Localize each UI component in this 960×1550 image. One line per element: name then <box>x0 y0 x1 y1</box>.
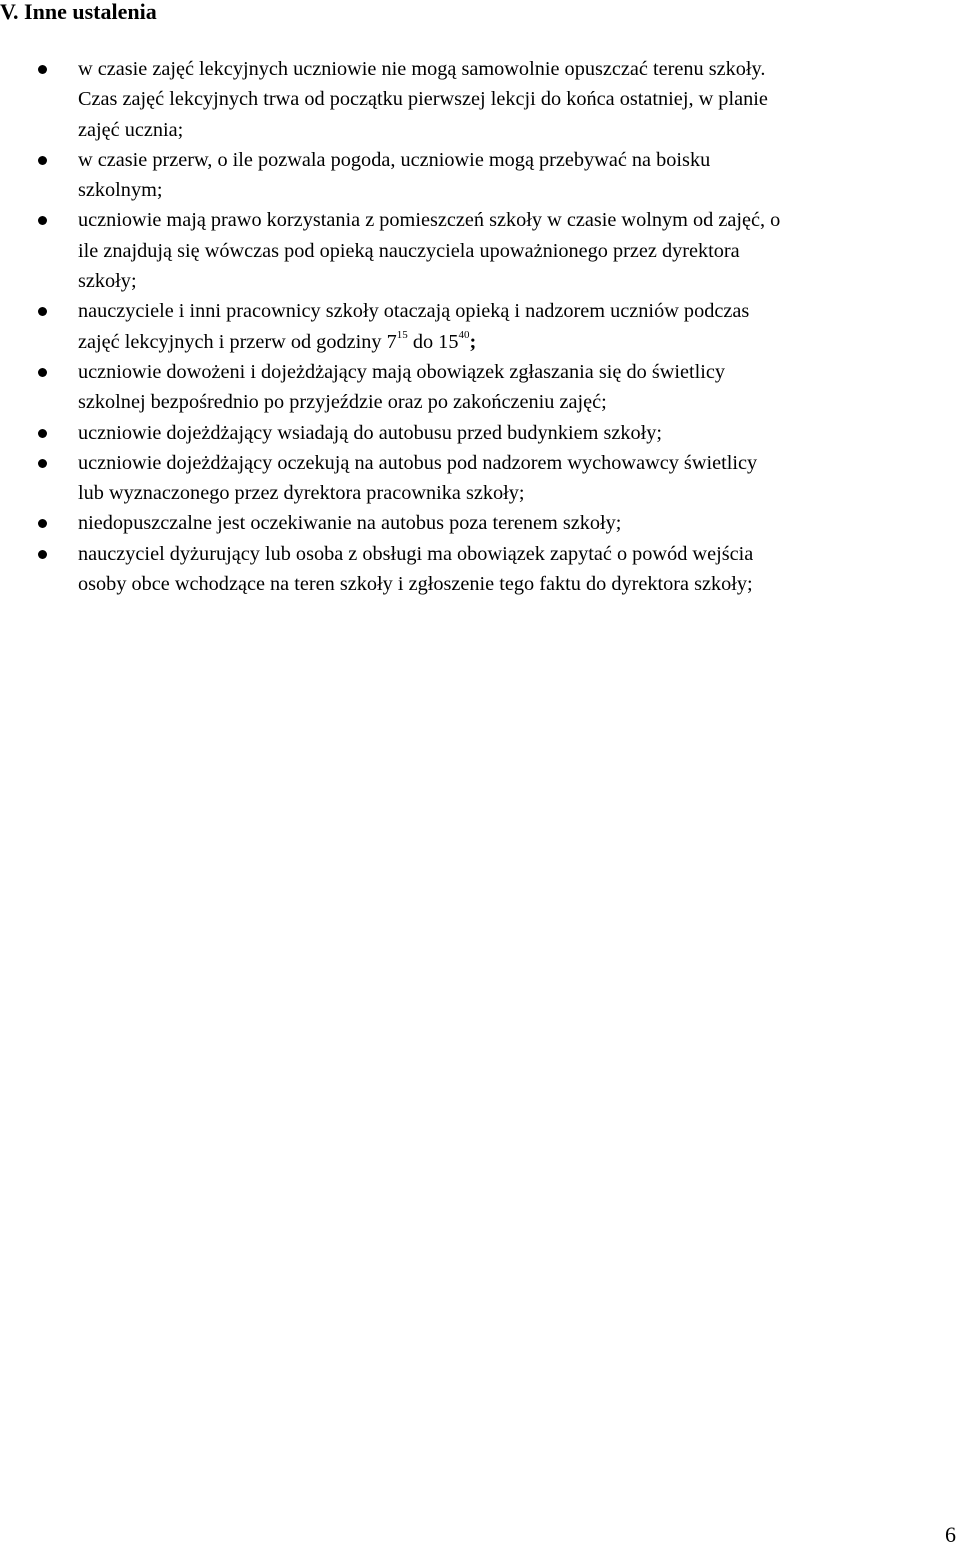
list-item <box>0 145 960 206</box>
item-line: w czasie przerw, o ile pozwala pogoda, uczniowie mogą przebywać na boisku <box>78 148 711 171</box>
start-minutes: 15 <box>396 328 408 341</box>
item-line: ile znajdują się wówczas pod opieką nauczyciela upoważnionego przez dyrektora <box>78 239 740 262</box>
item-line: szkoły; <box>78 270 137 293</box>
item-line: lub wyznaczonego przez dyrektora pracownika szkoły; <box>78 482 525 505</box>
bullet-icon <box>38 459 47 468</box>
list-item <box>0 418 960 448</box>
bullet-icon <box>38 550 47 559</box>
item-line: nauczyciel dyżurujący lub osoba z obsługi ma obowiązek zapytać o powód wejścia <box>78 542 754 565</box>
item-line: osoby obce wchodzące na teren szkoły i zgłoszenie tego faktu do dyrektora szkoły; <box>78 573 753 596</box>
list-item <box>0 296 960 357</box>
hours-text-middle: do 15 <box>407 330 459 353</box>
item-line: szkolnym; <box>78 179 163 202</box>
list-item <box>0 448 960 509</box>
rules-list <box>0 54 960 599</box>
list-item <box>0 508 960 538</box>
item-line: w czasie zajęć lekcyjnych uczniowie nie mogą samowolnie opuszczać terenu szkoły. <box>78 58 766 80</box>
list-item <box>0 205 960 296</box>
bullet-icon <box>38 519 47 528</box>
item-line: uczniowie dojeżdżający oczekują na autobus pod nadzorem wychowawcy świetlicy <box>78 451 758 474</box>
item-line: uczniowie mają prawo korzystania z pomieszczeń szkoły w czasie wolnym od zajęć, o <box>78 209 781 232</box>
bullet-icon <box>38 307 47 316</box>
bullet-icon <box>38 429 47 438</box>
bullet-icon <box>38 156 47 165</box>
item-line: niedopuszczalne jest oczekiwanie na autobus poza terenem szkoły; <box>78 512 622 535</box>
item-line: szkolnej bezpośrednio po przyjeździe oraz po zakończeniu zajęć; <box>78 391 607 414</box>
item-line: uczniowie dowożeni i dojeżdżający mają obowiązek zgłaszania się do świetlicy <box>78 360 726 383</box>
section-heading: V. Inne ustalenia <box>0 0 157 24</box>
item-line: zajęć ucznia; <box>78 118 184 141</box>
list-item <box>0 54 960 145</box>
end-minutes: 40 <box>458 328 470 341</box>
bullet-icon <box>38 216 47 225</box>
item-line: nauczyciele i inni pracownicy szkoły otaczają opieką i nadzorem uczniów podczas <box>78 300 750 323</box>
page-number: 6 <box>945 1522 956 1547</box>
item-line: Czas zajęć lekcyjnych trwa od początku pierwszej lekcji do końca ostatniej, w planie <box>78 88 768 111</box>
bullet-icon <box>38 368 47 377</box>
bullet-icon <box>38 65 47 74</box>
hours-text-suffix: ; <box>469 330 477 353</box>
list-item <box>0 357 960 418</box>
item-line: uczniowie dojeżdżający wsiadają do autobusu przed budynkiem szkoły; <box>78 421 663 444</box>
item-line-hours <box>78 327 958 357</box>
list-item <box>0 539 960 600</box>
hours-text-prefix: zajęć lekcyjnych i przerw od godziny 7 <box>78 330 397 353</box>
